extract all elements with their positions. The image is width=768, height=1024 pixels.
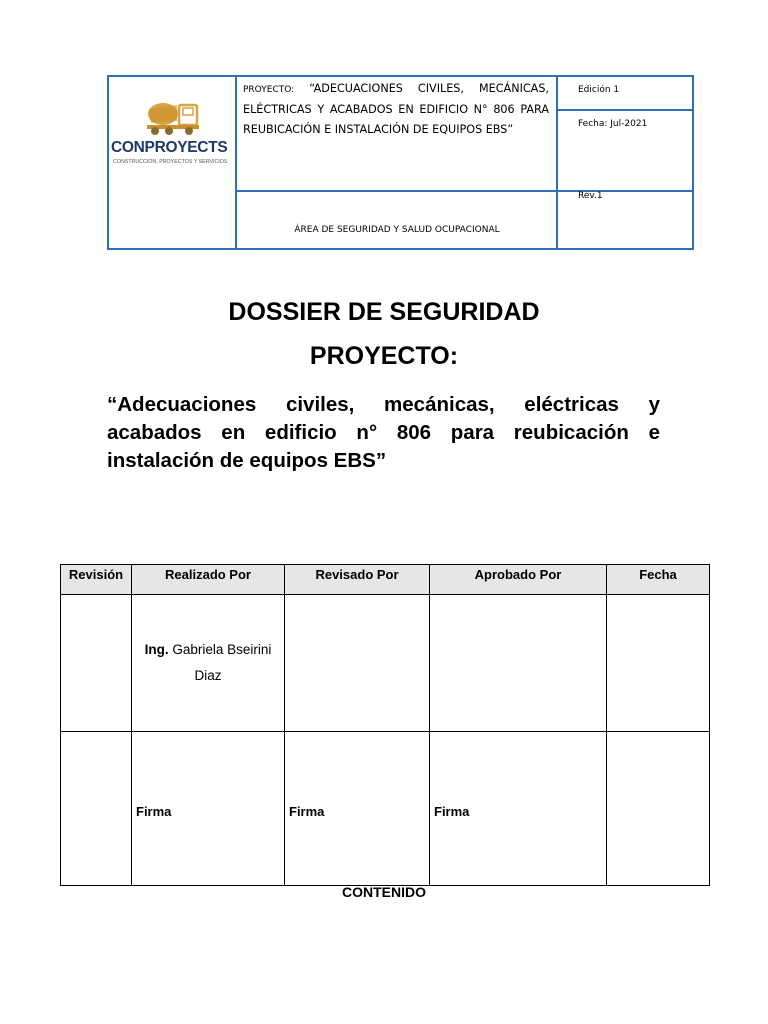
table-cell: [285, 595, 430, 732]
table-cell: [607, 595, 710, 732]
column-header: Aprobado Por: [430, 565, 607, 595]
cement-mixer-truck-icon: [143, 97, 201, 137]
person-name: Gabriela Bseirini Diaz: [172, 642, 272, 683]
person-title: Ing.: [144, 642, 169, 657]
project-prefix: PROYECTO:: [243, 85, 295, 95]
header-divider: [556, 109, 694, 111]
column-header: Revisado Por: [285, 565, 430, 595]
column-header: Fecha: [607, 565, 710, 595]
company-name: CONPROYECTS: [111, 139, 228, 156]
contents-heading: CONTENIDO: [342, 884, 426, 900]
date-label: Fecha: Jul-2021: [578, 119, 648, 129]
table-cell: [132, 732, 285, 886]
table-row: [61, 732, 710, 886]
table-header-row: [61, 565, 710, 595]
table-row: [61, 595, 710, 732]
table-cell: [61, 732, 132, 886]
header-project-title: [243, 79, 549, 140]
column-header: Revisión: [61, 565, 132, 595]
edition-label: Edición 1: [578, 85, 620, 95]
company-tagline: CONSTRUCCIÓN, PROYECTOS Y SERVICIOS: [113, 159, 228, 165]
project-text: “ADECUACIONES CIVILES, MECÁNICAS, ELÉCTRICAS Y ACABADOS EN EDIFICIO N° 806 PARA REUBICACIÓN E INSTALACIÓN DE EQUIPOS EBS”: [243, 82, 549, 136]
header-divider: [235, 190, 694, 192]
revision-label: Rev.1: [578, 191, 603, 201]
signature-label: Firma: [434, 804, 470, 819]
table-cell: [132, 595, 285, 732]
area-label: ÁREA DE SEGURIDAD Y SALUD OCUPACIONAL: [294, 225, 500, 235]
document-header: [107, 75, 694, 250]
document-title: DOSSIER DE SEGURIDAD: [228, 298, 540, 326]
project-name: “Adecuaciones civiles, mecánicas, eléctricas y acabados en edificio n° 806 para reubicación e instalación de equipos EBS”: [107, 393, 660, 472]
header-divider: [556, 77, 558, 248]
table-cell: [61, 595, 132, 732]
signature-label: Firma: [136, 804, 172, 819]
realizado-por-person: [138, 637, 278, 689]
table-cell: [430, 732, 607, 886]
table-cell: [607, 732, 710, 886]
table-cell: [285, 732, 430, 886]
signature-label: Firma: [289, 804, 325, 819]
column-header: Realizado Por: [132, 565, 285, 595]
company-logo: [109, 77, 236, 248]
approval-table: [60, 564, 710, 886]
table-cell: [430, 595, 607, 732]
document-subtitle: PROYECTO:: [309, 342, 459, 370]
